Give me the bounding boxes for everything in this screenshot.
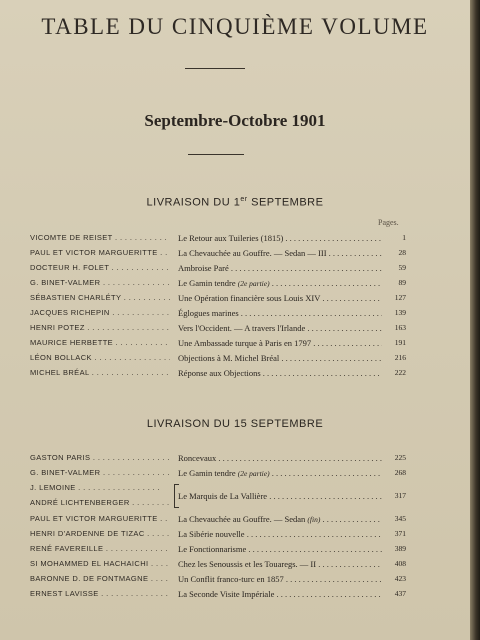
entry-page: 225	[394, 453, 406, 462]
entry-author: PAUL ET VICTOR MARGUERITTE . . .	[30, 247, 170, 259]
toc-entry	[30, 247, 406, 259]
entry-author: G. BINET-VALMER . . .	[30, 467, 170, 479]
entry-title: La Sibérie nouvelle . . .	[178, 528, 382, 540]
toc-entry	[30, 452, 406, 464]
entry-author: GASTON PARIS . . .	[30, 452, 170, 464]
section-heading: LIVRAISON DU 15 SEPTEMBRE	[146, 418, 324, 430]
toc-entry	[30, 322, 406, 334]
entry-author: DOCTEUR H. FOLET . . .	[30, 262, 170, 274]
entry-page: 216	[394, 353, 406, 362]
entry-title: Chez les Senoussis et les Touaregs. — II . . .	[178, 558, 382, 570]
entry-page: 222	[394, 368, 406, 377]
entry-author: PAUL ET VICTOR MARGUERITTE . . .	[30, 513, 170, 525]
entry-author: SÉBASTIEN CHARLÉTY . . .	[30, 292, 170, 304]
entry-title: Objections à M. Michel Bréal . . .	[178, 352, 382, 364]
entry-page: 423	[394, 574, 406, 583]
entry-page: 163	[394, 323, 406, 332]
entry-author: SI MOHAMMED EL HACHAICHI . . .	[30, 558, 170, 570]
toc-entry	[30, 528, 406, 540]
entry-title: La Chevauchée au Gouffre. — Sedan (fin) . . .	[178, 513, 382, 526]
entry-page: 268	[394, 468, 406, 477]
entry-page: 127	[394, 293, 406, 302]
entry-page: 389	[394, 544, 406, 553]
entry-title: Le Fonctionnarisme . . .	[178, 543, 382, 555]
toc-entry-shared	[30, 490, 406, 502]
entry-author: HENRI POTEZ . . .	[30, 322, 170, 334]
title-divider	[185, 68, 245, 69]
toc-entry	[30, 588, 406, 600]
entry-author: BARONNE D. DE FONTMAGNE . . .	[30, 573, 170, 585]
toc-entry	[30, 352, 406, 364]
toc-entry	[30, 543, 406, 555]
entry-page: 371	[394, 529, 406, 538]
toc-entry	[30, 277, 406, 289]
entry-title: Le Marquis de La Vallière . . .	[178, 490, 382, 502]
toc-entry	[30, 367, 406, 379]
entry-page: 437	[394, 589, 406, 598]
entry-author: ANDRÉ LICHTENBERGER . . .	[30, 497, 170, 509]
toc-entry	[30, 337, 406, 349]
entry-page: 89	[398, 278, 406, 287]
entry-title: Le Gamin tendre (2e partie) . . .	[178, 467, 382, 480]
entry-title: Réponse aux Objections . . .	[178, 367, 382, 379]
subtitle-divider	[188, 154, 244, 155]
entry-author: JACQUES RICHEPIN . . .	[30, 307, 170, 319]
entry-page: 408	[394, 559, 406, 568]
toc-entry	[30, 232, 406, 244]
entry-title: Une Ambassade turque à Paris en 1797 . . .	[178, 337, 382, 349]
entry-author: MICHEL BRÉAL . . .	[30, 367, 170, 379]
entry-author: HENRI D'ARDENNE DE TIZAC . . .	[30, 528, 170, 540]
toc-entry	[30, 513, 406, 525]
entry-page: 345	[394, 514, 406, 523]
entry-title: Vers l'Occident. — A travers l'Irlande . . .	[178, 322, 382, 334]
toc-entry	[30, 292, 406, 304]
section-heading: LIVRAISON DU 1er SEPTEMBRE	[146, 196, 324, 209]
volume-title: TABLE DU CINQUIÈME VOLUME	[41, 14, 429, 39]
entry-page: 139	[394, 308, 406, 317]
pages-column-label: Pages.	[378, 218, 399, 227]
entry-author: G. BINET-VALMER . . .	[30, 277, 170, 289]
entry-title: Roncevaux . . .	[178, 452, 382, 464]
entry-author: RENÉ FAVEREILLE . . .	[30, 543, 170, 555]
entry-page: 191	[394, 338, 406, 347]
entry-title: Églogues marines . . .	[178, 307, 382, 319]
entry-title: La Chevauchée au Gouffre. — Sedan — III . . .	[178, 247, 382, 259]
entry-page: 59	[398, 263, 406, 272]
entry-title: Le Gamin tendre (2e partie) . . .	[178, 277, 382, 290]
toc-entry	[30, 307, 406, 319]
toc-entry	[30, 467, 406, 479]
toc-entry	[30, 262, 406, 274]
entry-page: 317	[394, 491, 406, 500]
entry-title: La Seconde Visite Impériale . . .	[178, 588, 382, 600]
book-spine-edge	[470, 0, 480, 640]
entry-page: 1	[402, 233, 406, 242]
entry-title: Un Conflit franco-turc en 1857 . . .	[178, 573, 382, 585]
entry-page: 28	[398, 248, 406, 257]
toc-entry	[30, 558, 406, 570]
entry-author: LÉON BOLLACK . . .	[30, 352, 170, 364]
entry-author: MAURICE HERBETTE . . .	[30, 337, 170, 349]
entry-author: VICOMTE DE REISET . . .	[30, 232, 170, 244]
entry-title: Le Retour aux Tuileries (1815) . . .	[178, 232, 382, 244]
entry-author: ERNEST LAVISSE . . .	[30, 588, 170, 600]
period-subtitle: Septembre-Octobre 1901	[144, 111, 326, 130]
entry-author: J. LEMOINE . . .	[30, 482, 170, 494]
toc-entry	[30, 573, 406, 585]
entry-title: Ambroise Paré . . .	[178, 262, 382, 274]
entry-title: Une Opération financière sous Louis XIV . . .	[178, 292, 382, 304]
